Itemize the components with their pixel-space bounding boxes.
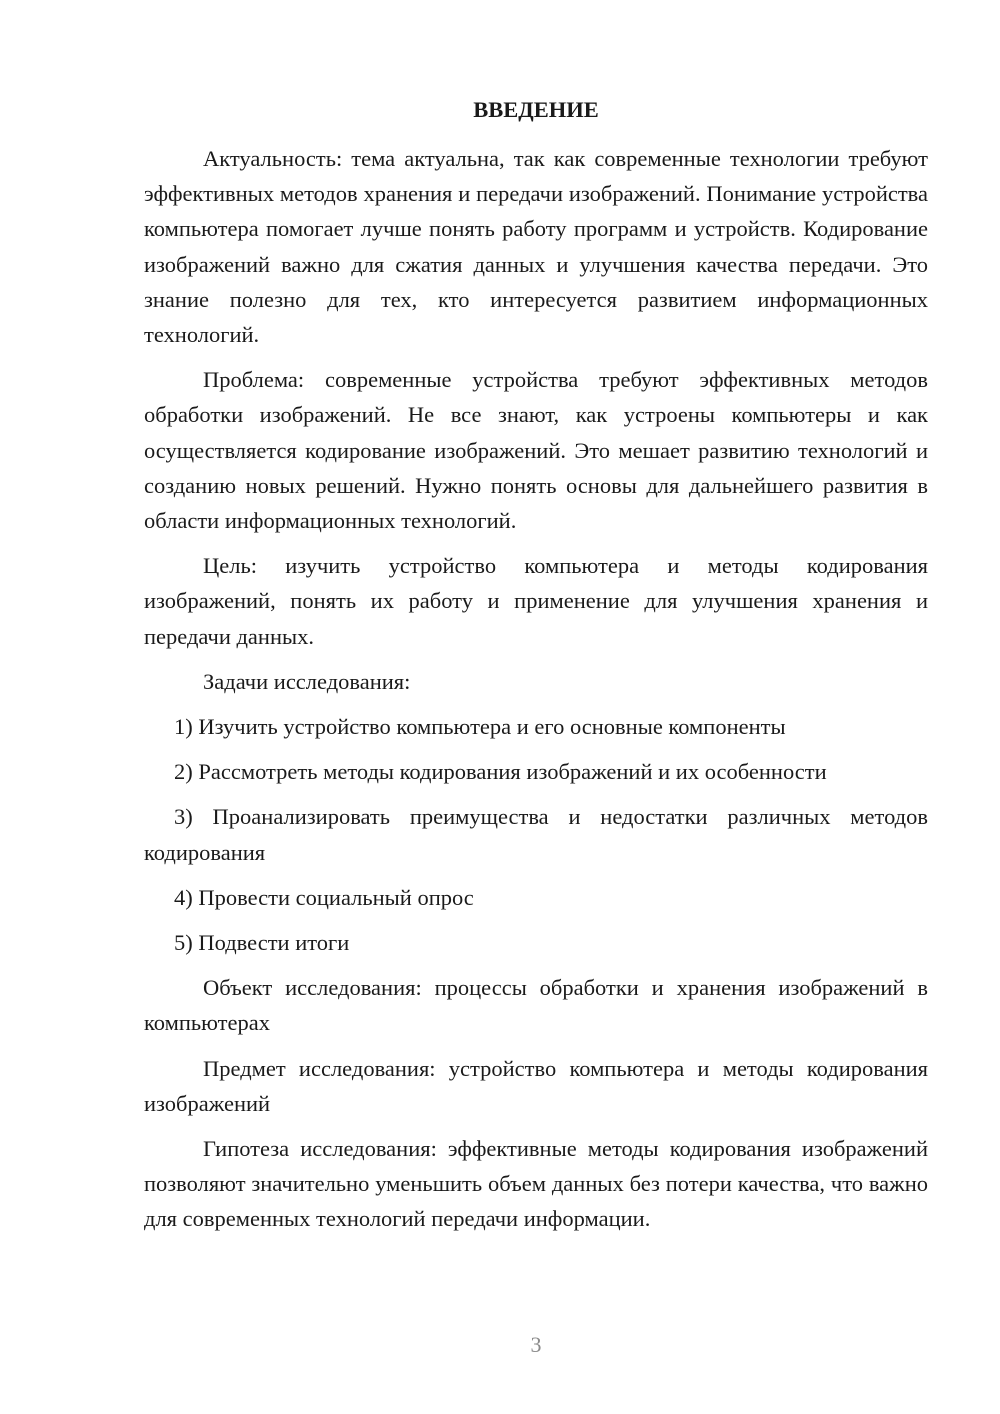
task-item-4: 4) Провести социальный опрос	[174, 884, 474, 910]
task-item-3: 3) Проанализировать преимущества и недостатки различных методов кодирования	[144, 804, 928, 865]
task-item-5: 5) Подвести итоги	[174, 930, 350, 956]
task-item-2: 2) Рассмотреть методы кодирования изображений и их особенности	[174, 759, 827, 785]
paragraph-object: Объект исследования: процессы обработки и хранения изображений в компьютерах	[144, 975, 928, 1036]
paragraph-subject: Предмет исследования: устройство компьютера и методы кодирования изображений	[144, 1055, 928, 1116]
document-page	[144, 92, 928, 1247]
paragraph-goal: Цель: изучить устройство компьютера и методы кодирования изображений, понять их работу и применение для улучшения хранения и передачи данных.	[144, 553, 928, 649]
task-item-1: 1) Изучить устройство компьютера и его основные компоненты	[174, 714, 786, 740]
paragraph-relevance: Актуальность: тема актуальна, так как современные технологии требуют эффективных методов хранения и передачи изображений. Понимание устройства компьютера помогает лучше понять работу программ и устройств. Кодирование изображений важно для сжатия данных и улучшения качества передачи. Это знание полезно для тех, кто интересуется развитием информационных технологий.	[144, 146, 928, 348]
tasks-title: Задачи исследования:	[203, 668, 411, 694]
paragraph-hypothesis: Гипотеза исследования: эффективные методы кодирования изображений позволяют значительно уменьшить объем данных без потери качества, что важно для современных технологий передачи информации.	[144, 1136, 928, 1232]
page-title: ВВЕДЕНИЕ	[473, 97, 599, 122]
paragraph-problem: Проблема: современные устройства требуют эффективных методов обработки изображений. Не все знают, как устроены компьютеры и как осуществляется кодирование изображений. Это мешает развитию технологий и созданию новых решений. Нужно понять основы для дальнейшего развития в области информационных технологий.	[144, 367, 928, 534]
page-number: 3	[530, 1332, 542, 1357]
